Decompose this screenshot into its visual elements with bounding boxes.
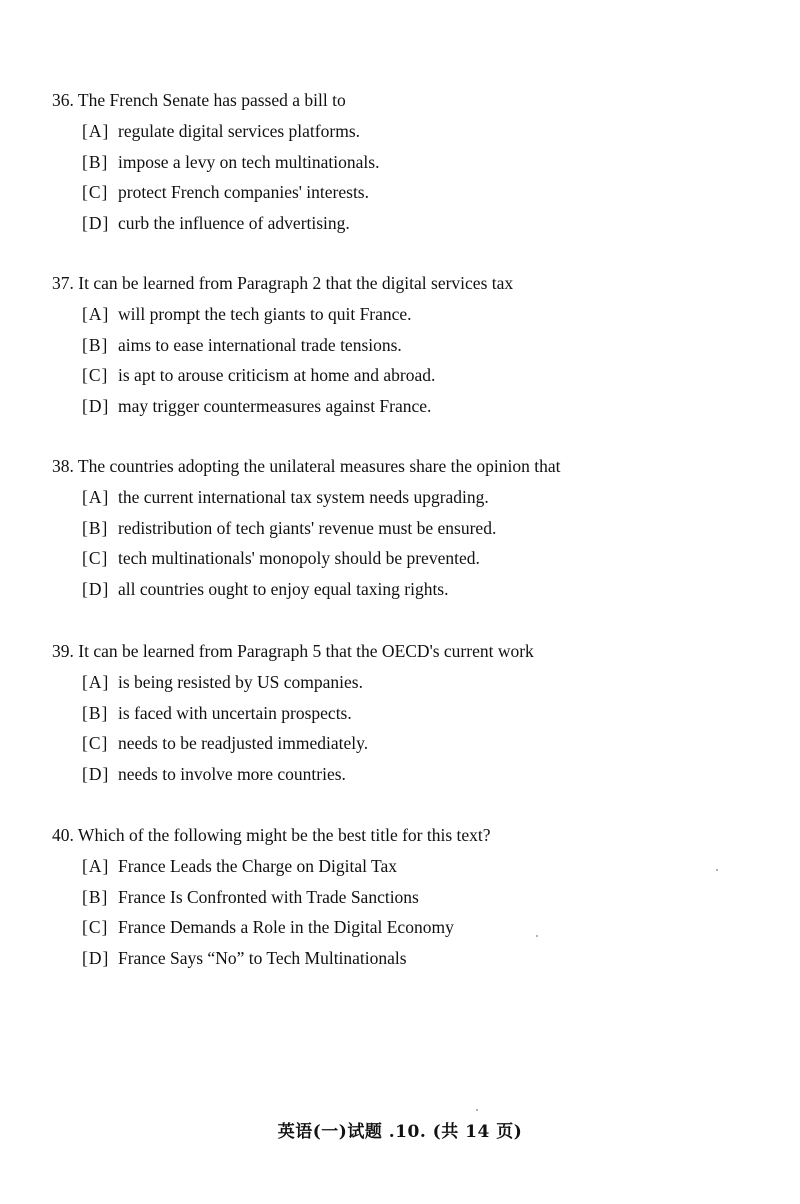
option-letter: [C] [82, 917, 109, 938]
question-stem: 39. It can be learned from Paragraph 5 that the OECD's current work [52, 641, 534, 661]
option-text: may trigger countermeasures against France. [118, 396, 432, 417]
option-a [52, 671, 752, 693]
option-text: aims to ease international trade tensions. [118, 334, 402, 355]
option-d [52, 395, 752, 417]
option-letter: [B] [82, 702, 109, 723]
option-letter: [D] [82, 396, 110, 417]
option-c [52, 732, 752, 754]
option-letter: [A] [82, 855, 110, 876]
option-a [52, 855, 752, 877]
option-b [52, 517, 752, 539]
option-d [52, 212, 752, 234]
option-letter: [D] [82, 764, 110, 785]
option-text: is faced with uncertain prospects. [118, 702, 352, 723]
question-stem: 37. It can be learned from Paragraph 2 that the digital services tax [52, 273, 514, 293]
option-text: France Says “No” to Tech Multinationals [118, 948, 407, 969]
question-40 [52, 824, 752, 969]
option-a [52, 486, 752, 508]
option-text: tech multinationals' monopoly should be prevented. [118, 548, 480, 569]
option-text: is apt to arouse criticism at home and abroad. [118, 365, 436, 386]
option-text: will prompt the tech giants to quit France. [118, 303, 412, 324]
option-b [52, 886, 752, 908]
option-letter: [A] [82, 303, 110, 324]
option-c [52, 364, 752, 386]
option-letter: [D] [82, 948, 110, 969]
option-letter: [B] [82, 334, 109, 355]
option-letter: [A] [82, 486, 110, 507]
option-letter: [B] [82, 886, 109, 907]
scan-speck [716, 869, 718, 871]
question-39 [52, 640, 752, 785]
scan-speck [536, 935, 538, 937]
option-letter: [D] [82, 213, 110, 234]
option-letter: [C] [82, 548, 109, 569]
option-text: protect French companies' interests. [118, 182, 369, 203]
option-d [52, 763, 752, 785]
option-text: needs to be readjusted immediately. [118, 733, 369, 754]
option-text: France Demands a Role in the Digital Economy [118, 917, 454, 938]
question-stem: 36. The French Senate has passed a bill to [52, 90, 346, 110]
option-letter: [C] [82, 182, 109, 203]
question-stem: 40. Which of the following might be the best title for this text? [52, 825, 491, 845]
question-38 [52, 455, 752, 600]
option-letter: [A] [82, 120, 110, 141]
option-text: France Is Confronted with Trade Sanctions [118, 886, 419, 907]
question-stem: 38. The countries adopting the unilateral measures share the opinion that [52, 456, 561, 476]
option-c [52, 181, 752, 203]
option-a [52, 120, 752, 142]
option-c [52, 916, 752, 938]
option-letter: [B] [82, 151, 109, 172]
option-a [52, 303, 752, 325]
option-text: redistribution of tech giants' revenue must be ensured. [118, 517, 497, 538]
option-text: all countries ought to enjoy equal taxing rights. [118, 579, 449, 600]
option-text: the current international tax system needs upgrading. [118, 486, 489, 507]
option-b [52, 334, 752, 356]
option-d [52, 947, 752, 969]
page-footer: 英语(一)试题 .10. (共 14 页) [277, 1122, 523, 1142]
option-text: is being resisted by US companies. [118, 671, 363, 692]
option-d [52, 578, 752, 600]
option-letter: [A] [82, 671, 110, 692]
option-letter: [B] [82, 517, 109, 538]
question-37 [52, 272, 752, 417]
option-letter: [C] [82, 733, 109, 754]
option-b [52, 151, 752, 173]
option-text: needs to involve more countries. [118, 764, 346, 785]
option-letter: [D] [82, 579, 110, 600]
option-c [52, 547, 752, 569]
scan-speck [476, 1109, 478, 1111]
question-36 [52, 89, 752, 234]
option-text: curb the influence of advertising. [118, 213, 350, 234]
option-letter: [C] [82, 365, 109, 386]
option-text: regulate digital services platforms. [118, 120, 361, 141]
option-text: impose a levy on tech multinationals. [118, 151, 380, 172]
option-b [52, 702, 752, 724]
option-text: France Leads the Charge on Digital Tax [118, 855, 398, 876]
